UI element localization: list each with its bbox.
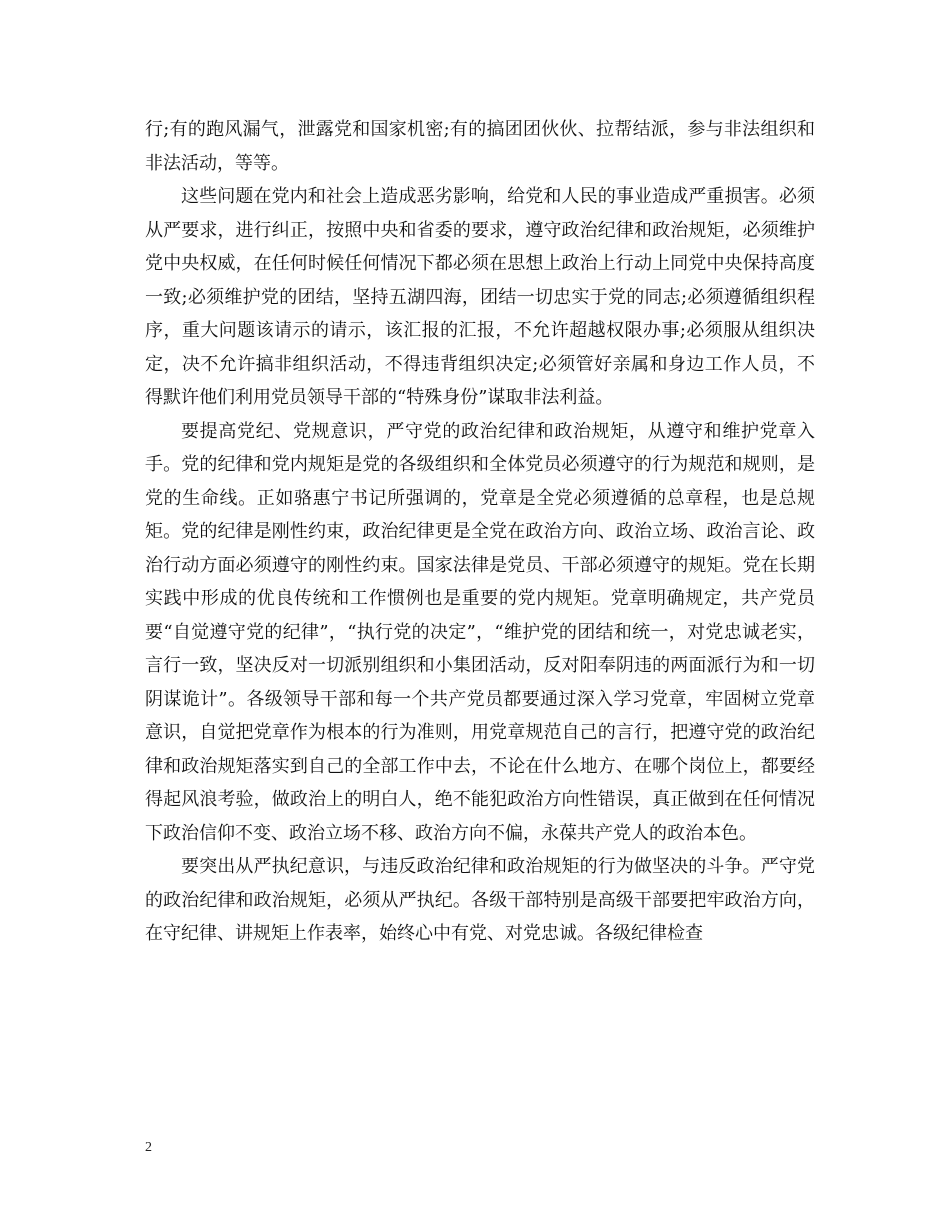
paragraph-1: 行;有的跑风漏气，泄露党和国家机密;有的搞团团伙伙、拉帮结派，参与非法组织和非法活动，等等。 xyxy=(145,119,815,174)
document-body xyxy=(145,113,815,951)
paragraph-2: 这些问题在党内和社会上造成恶劣影响，给党和人民的事业造成严重损害。必须从严要求，进行纠正，按照中央和省委的要求，遵守政治纪律和政治规矩，必须维护党中央权威，在任何时候任何情况下都必须在思想上政治上行动上同党中央保持高度一致;必须维护党的团结，坚持五湖四海，团结一切忠实于党的同志;必须遵循组织程序，重大问题该请示的请示，该汇报的汇报，不允许超越权限办事;必须服从组织决定，决不允许搞非组织活动，不得违背组织决定;必须管好亲属和身边工作人员，不得默许他们利用党员领导干部的“特殊身份”谋取非法利益。 xyxy=(145,186,815,408)
page-number: 2 xyxy=(145,1140,152,1155)
paragraph-4: 要突出从严执纪意识，与违反政治纪律和政治规矩的行为做坚决的斗争。严守党的政治纪律和政治规矩，必须从严执纪。各级干部特别是高级干部要把牢政治方向，在守纪律、讲规矩上作表率，始终心中有党、对党忠诚。各级纪律检查 xyxy=(145,856,815,944)
paragraph-3: 要提高党纪、党规意识，严守党的政治纪律和政治规矩，从遵守和维护党章入手。党的纪律和党内规矩是党的各级组织和全体党员必须遵守的行为规范和规则，是党的生命线。正如骆惠宁书记所强调的，党章是全党必须遵循的总章程，也是总规矩。党的纪律是刚性约束，政治纪律更是全党在政治方向、政治立场、政治言论、政治行动方面必须遵守的刚性约束。国家法律是党员、干部必须遵守的规矩。党在长期实践中形成的优良传统和工作惯例也是重要的党内规矩。党章明确规定，共产党员要“自觉遵守党的纪律”，“执行党的决定”，“维护党的团结和统一，对党忠诚老实，言行一致，坚决反对一切派别组织和小集团活动，反对阳奉阴违的两面派行为和一切阴谋诡计”。各级领导干部和每一个共产党员都要通过深入学习党章，牢固树立党章意识，自觉把党章作为根本的行为准则，用党章规范自己的言行，把遵守党的政治纪律和政治规矩落实到自己的全部工作中去，不论在什么地方、在哪个岗位上，都要经得起风浪考验，做政治上的明白人，绝不能犯政治方向性错误，真正做到在任何情况下政治信仰不变、政治立场不移、政治方向不偏，永葆共产党人的政治本色。 xyxy=(145,420,815,844)
